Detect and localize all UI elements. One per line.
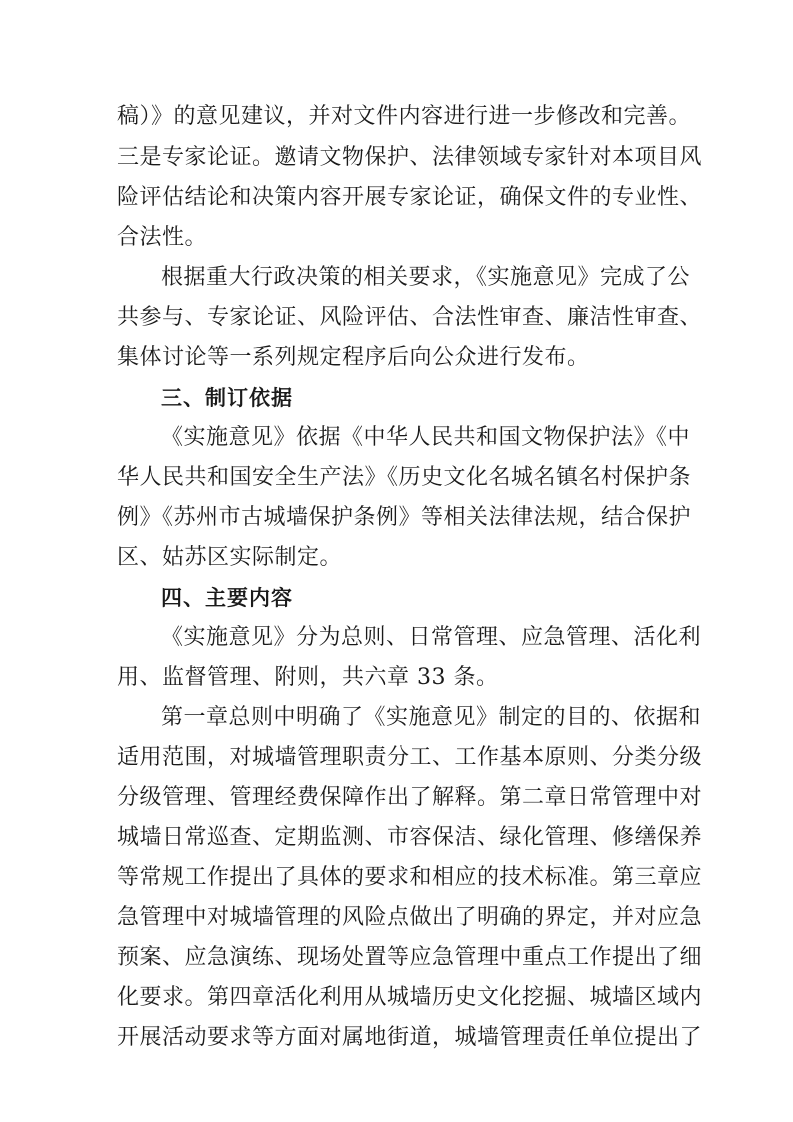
section-heading: 三、制订依据 [161,386,293,410]
paragraph-line: 集体讨论等一系列规定程序后向公众进行发布。 [117,345,590,370]
paragraph-line: 华人民共和国安全生产法》《历史文化名城名镇名村保护条 [117,465,692,490]
paragraph-line: 区、姑苏区实际制定。 [117,545,343,570]
section-heading: 四、主要内容 [161,586,293,610]
paragraph-line: 共参与、专家论证、风险评估、合法性审查、廉洁性审查、 [117,305,703,330]
paragraph-line: 城墙日常巡查、定期监测、市容保洁、绿化管理、修缮保养 [117,825,703,850]
paragraph-line: 等常规工作提出了具体的要求和相应的技术标准。第三章应 [117,865,703,890]
paragraph-line: 开展活动要求等方面对属地街道，城墙管理责任单位提出了 [117,1025,703,1050]
paragraph-line: 例》《苏州市古城墙保护条例》等相关法律法规，结合保护 [117,505,692,530]
paragraph-line: 用、监督管理、附则，共六章 33 条。 [117,665,499,690]
paragraph-line: 适用范围，对城墙管理职责分工、工作基本原则、分类分级 [117,745,703,770]
paragraph-line: 三是专家论证。邀请文物保护、法律领域专家针对本项目风 [117,145,703,170]
paragraph-line: 《实施意见》分为总则、日常管理、应急管理、活化利 [161,625,702,650]
paragraph-line: 险评估结论和决策内容开展专家论证，确保文件的专业性、 [117,185,703,210]
paragraph-line: 急管理中对城墙管理的风险点做出了明确的界定，并对应急 [117,905,703,930]
paragraph-line: 化要求。第四章活化利用从城墙历史文化挖掘、城墙区域内 [117,985,703,1010]
paragraph-line: 稿）》的意见建议，并对文件内容进行进一步修改和完善。 [117,104,692,129]
paragraph-line: 第一章总则中明确了《实施意见》制定的目的、依据和 [161,705,702,730]
paragraph-line: 分级管理、管理经费保障作出了解释。第二章日常管理中对 [117,785,703,810]
paragraph-line: 预案、应急演练、现场处置等应急管理中重点工作提出了细 [117,945,703,970]
paragraph-line: 合法性。 [117,225,208,250]
paragraph-line: 根据重大行政决策的相关要求，《实施意见》完成了公 [161,265,691,290]
paragraph-line: 《实施意见》依据《中华人民共和国文物保护法》《中 [161,425,691,450]
